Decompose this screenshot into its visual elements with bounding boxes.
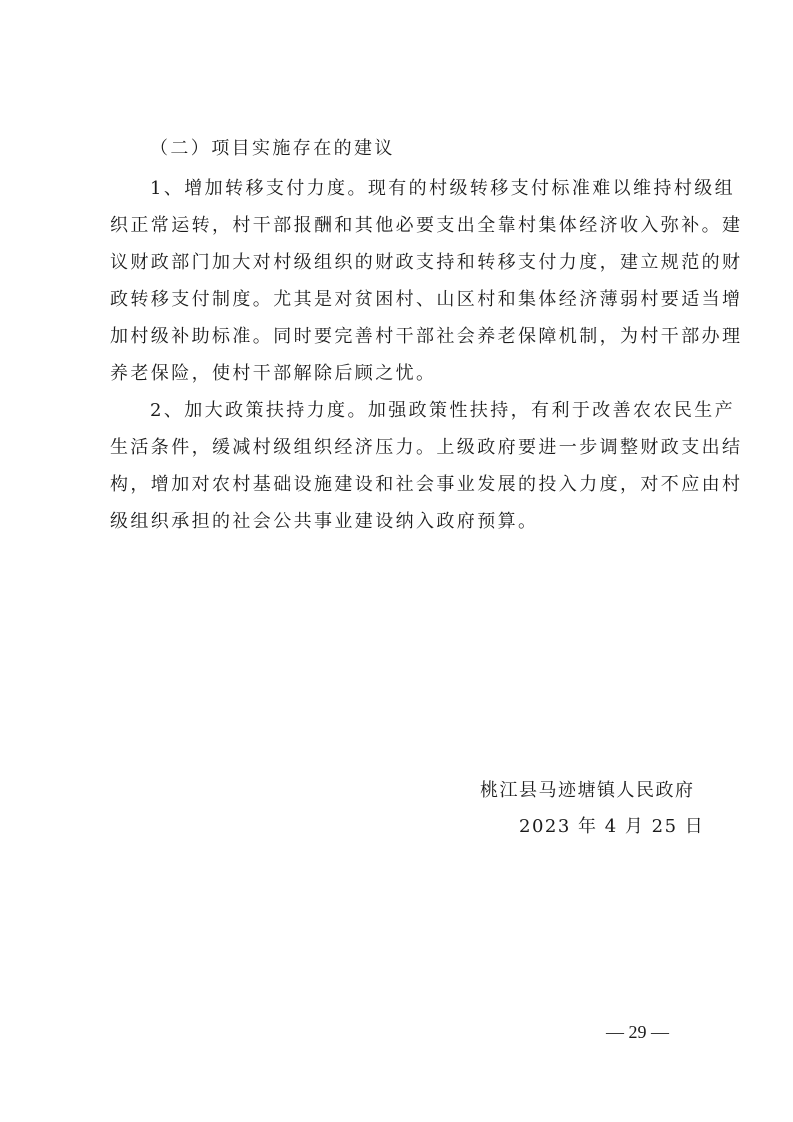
paragraph-2-line: 构，增加对农村基础设施建设和社会事业发展的投入力度，对不应由村 (110, 474, 743, 495)
section-heading (150, 134, 732, 160)
signature-organization: 桃江县马迹塘镇人民政府 (480, 780, 695, 801)
paragraph-1-line: 议财政部门加大对村级组织的财政支持和转移支付力度，建立规范的财 (110, 252, 743, 273)
paragraph-2-line: 级组织承担的社会公共事业建设纳入政府预算。 (110, 511, 539, 532)
signature-date: 2023 年 4 月 25 日 (519, 816, 705, 837)
paragraph-1-line: 政转移支付制度。尤其是对贫困村、山区村和集体经济薄弱村要适当增 (110, 289, 743, 310)
paragraph-2-line: 2、加大政策扶持力度。加强政策性扶持，有利于改善农农民生产 (150, 400, 736, 421)
paragraph-1-line: 加村级补助标准。同时要完善村干部社会养老保障机制，为村干部办理 (110, 326, 743, 347)
section-heading-text: （二）项目实施存在的建议 (150, 138, 395, 159)
paragraph-2-line: 生活条件，缓减村级组织经济压力。上级政府要进一步调整财政支出结 (110, 437, 743, 458)
page-number: — 29 — (606, 1022, 669, 1042)
paragraph-1-line: 织正常运转，村干部报酬和其他必要支出全靠村集体经济收入弥补。建 (110, 215, 743, 236)
paragraph-1-line: 1、增加转移支付力度。现有的村级转移支付标准难以维持村级组 (150, 178, 736, 199)
paragraph-1-line: 养老保险，使村干部解除后顾之忧。 (110, 363, 437, 384)
